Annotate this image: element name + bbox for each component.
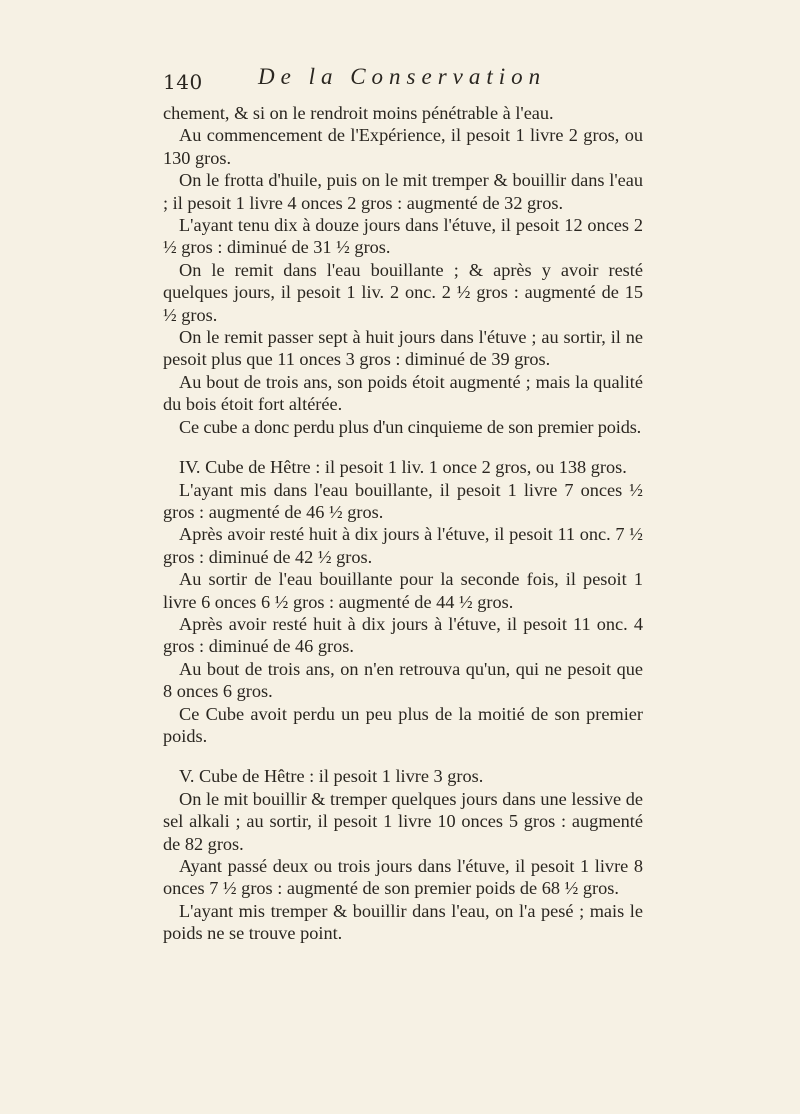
paragraph: L'ayant mis tremper & bouillir dans l'eau, on l'a pesé ; mais le poids ne se trouve point. xyxy=(163,900,643,944)
section-heading-paragraph: IV. Cube de Hêtre : il pesoit 1 liv. 1 once 2 gros, ou 138 gros. xyxy=(179,457,627,478)
paragraph: chement, & si on le rendroit moins pénétrable à l'eau. xyxy=(163,103,554,123)
body-text xyxy=(163,102,643,945)
paragraph: On le remit dans l'eau bouillante ; & après y avoir resté quelques jours, il pesoit 1 liv. 2 onc. 2 ½ gros : augmenté de 15 ½ gros. xyxy=(163,259,643,325)
paragraph: On le frotta d'huile, puis on le mit tremper & bouillir dans l'eau ; il pesoit 1 livre 4 onces 2 gros : augmenté de 32 gros. xyxy=(163,170,643,213)
paragraph: Au bout de trois ans, on n'en retrouva qu'un, qui ne pesoit que 8 onces 6 gros. xyxy=(163,658,643,702)
paragraph: Après avoir resté huit à dix jours à l'étuve, il pesoit 11 onc. 7 ½ gros : diminué de 42 ½ gros. xyxy=(163,524,643,567)
paragraph: Après avoir resté huit à dix jours à l'étuve, il pesoit 11 onc. 4 gros : diminué de 46 gros. xyxy=(163,613,643,657)
paragraph: Ce cube a donc perdu plus d'un cinquieme de son premier poids. xyxy=(179,416,642,437)
paragraph: Au commencement de l'Expérience, il pesoit 1 livre 2 gros, ou 130 gros. xyxy=(163,125,643,168)
paragraph: Au sortir de l'eau bouillante pour la seconde fois, il pesoit 1 livre 6 onces 6 ½ gros : augmenté de 44 ½ gros. xyxy=(163,569,643,612)
paragraph: L'ayant mis dans l'eau bouillante, il pesoit 1 livre 7 onces ½ gros : augmenté de 46 ½ gros. xyxy=(163,479,643,522)
paragraph: Ayant passé deux ou trois jours dans l'étuve, il pesoit 1 livre 8 onces 7 ½ gros : augmenté de son premier poids de 68 ½ gros. xyxy=(163,856,643,899)
paragraph: L'ayant tenu dix à douze jours dans l'étuve, il pesoit 12 onces 2 ½ gros : diminué de 31 ½ gros. xyxy=(163,215,643,258)
page-header xyxy=(163,64,643,100)
paragraph: On le mit bouillir & tremper quelques jours dans une lessive de sel alkali ; au sortir, il pesoit 1 livre 10 onces 5 gros : augmenté de 82 gros. xyxy=(163,788,643,854)
paragraph: On le remit passer sept à huit jours dans l'étuve ; au sortir, il ne pesoit plus que 11 onces 3 gros : diminué de 39 gros. xyxy=(163,327,643,370)
paragraph: Au bout de trois ans, son poids étoit augmenté ; mais la qualité du bois étoit fort altérée. xyxy=(163,371,643,415)
running-title: De la Conservation xyxy=(258,64,547,89)
page-number: 140 xyxy=(163,70,203,94)
paragraph: Ce Cube avoit perdu un peu plus de la moitié de son premier poids. xyxy=(163,703,643,746)
section-heading-paragraph: V. Cube de Hêtre : il pesoit 1 livre 3 gros. xyxy=(179,766,484,787)
